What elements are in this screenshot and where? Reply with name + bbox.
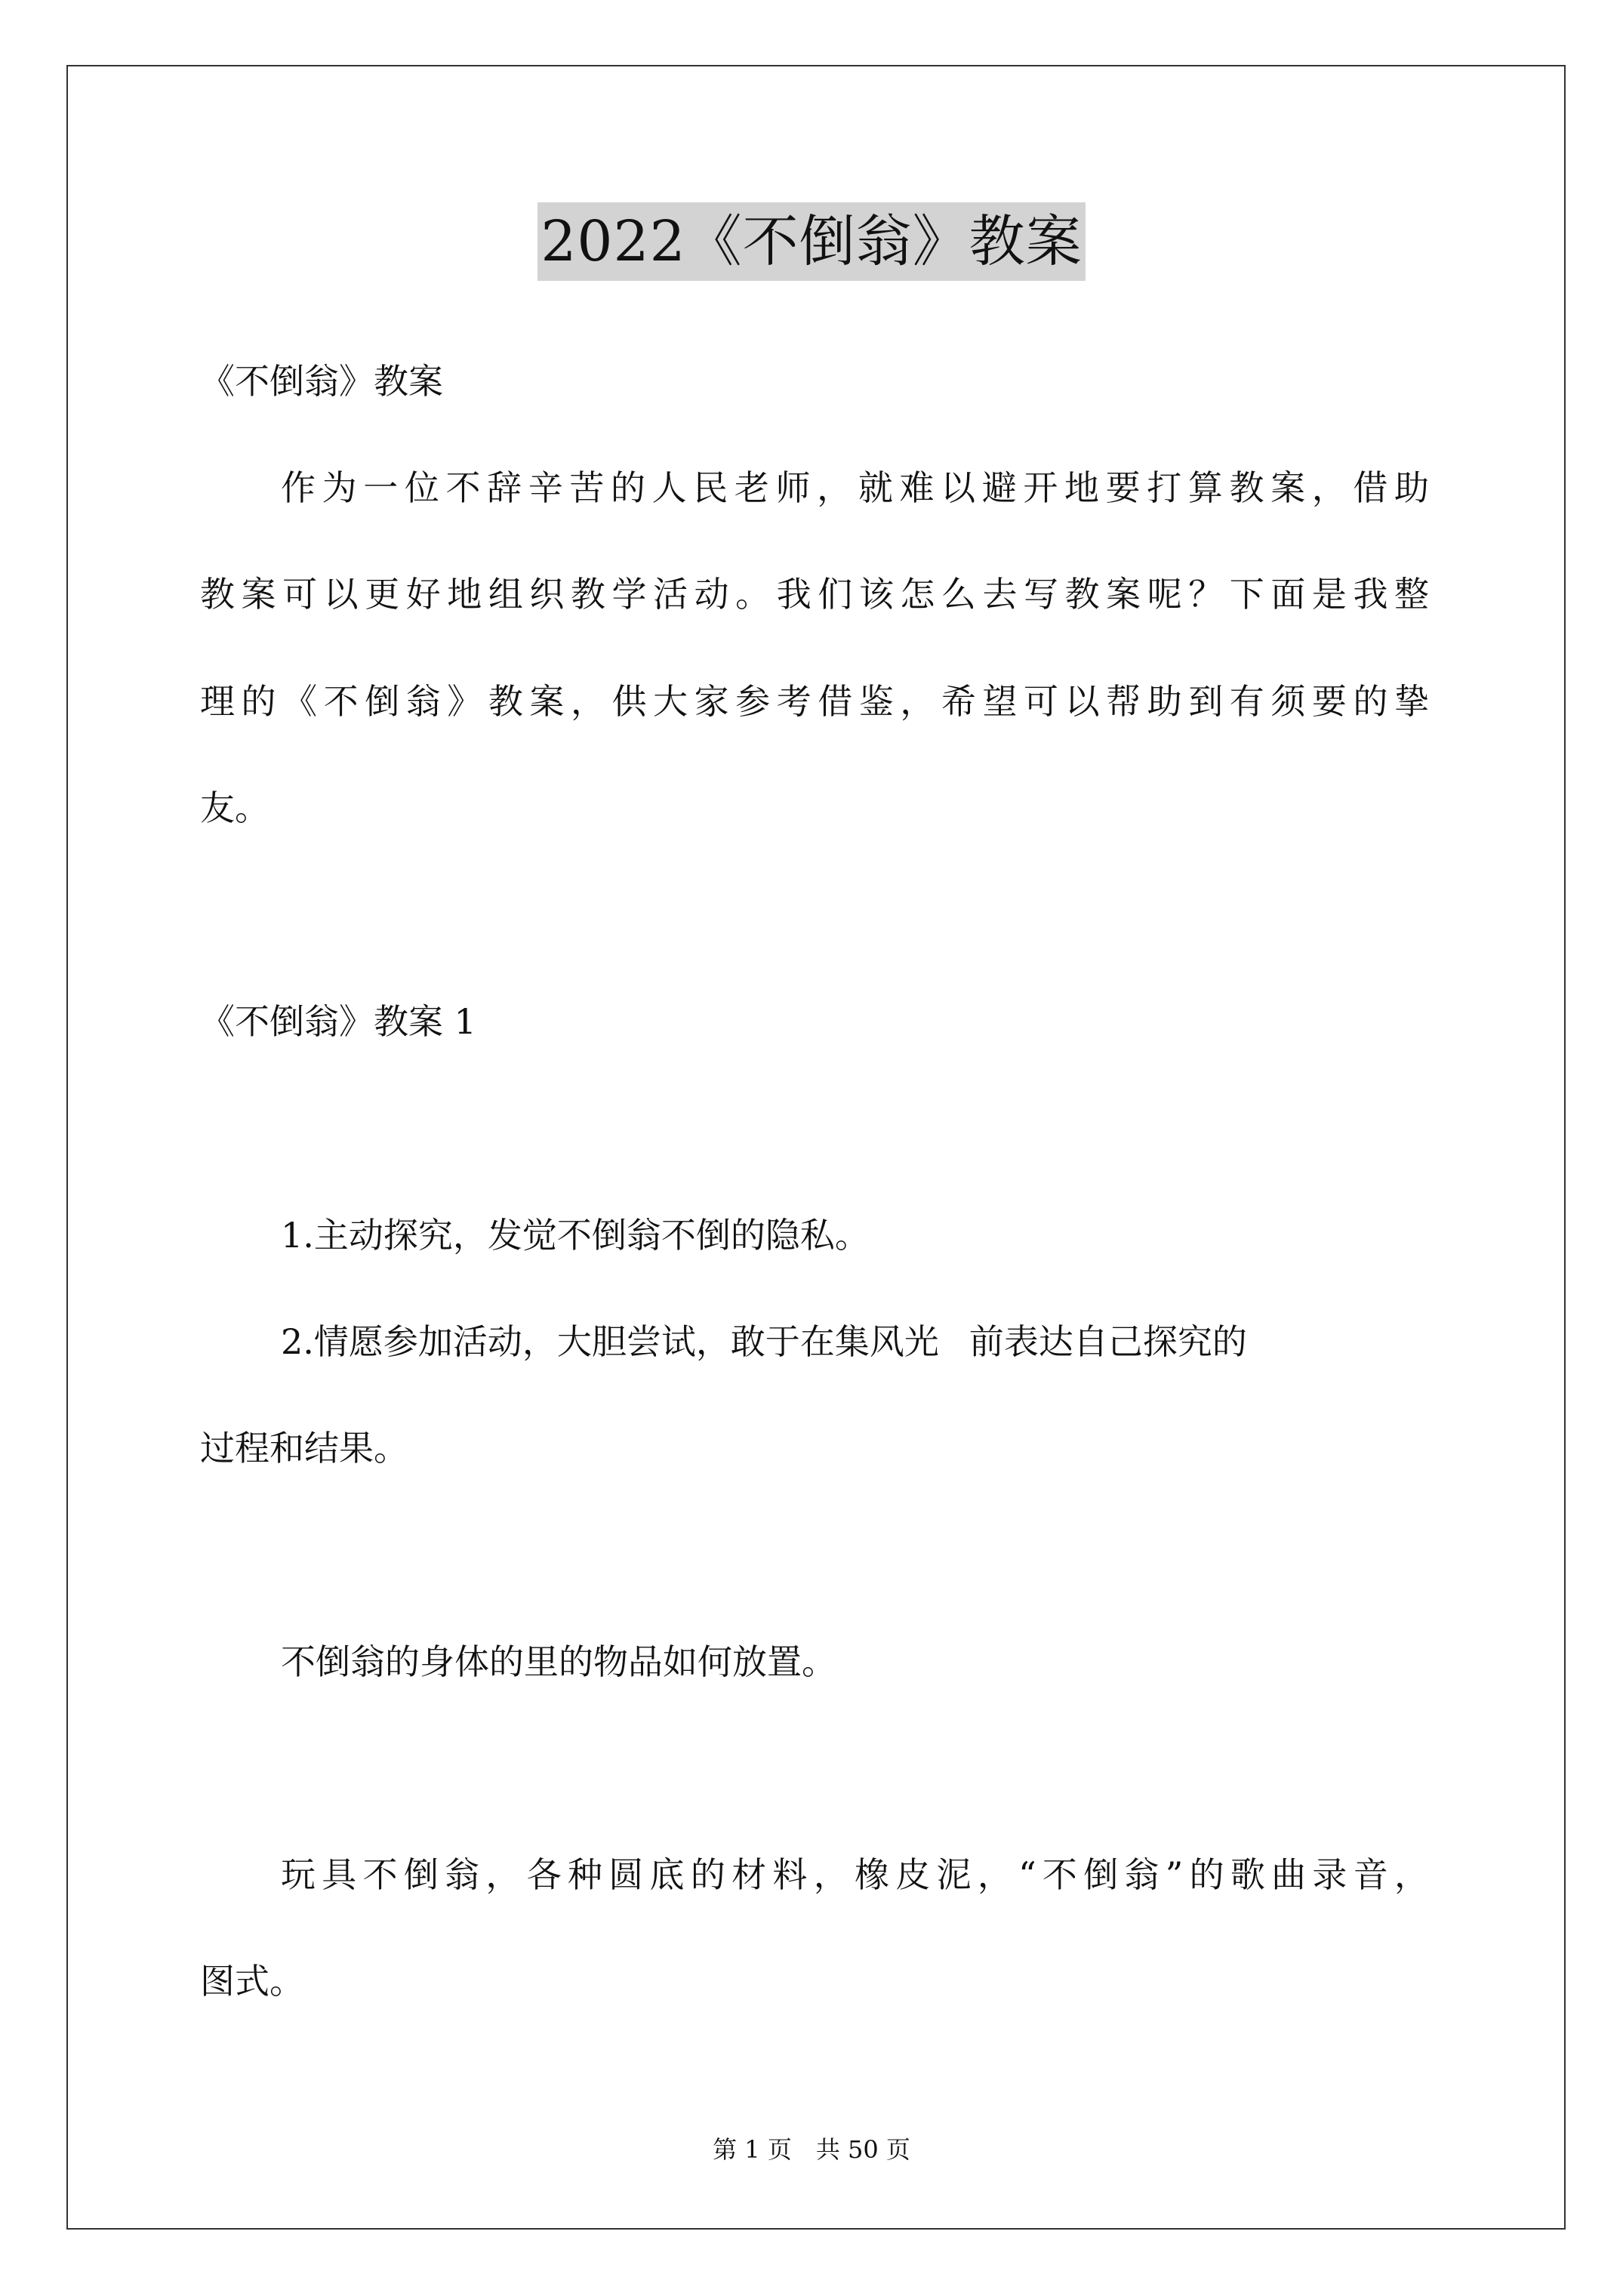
goal-2-part-2: 前表达自己探究的 (969, 1321, 1247, 1362)
section-heading: 《不倒翁》教案 1 (200, 1001, 476, 1042)
materials-line-2: 图式。 (200, 1961, 304, 2002)
goal-2-part-1: 2.情愿参加活动，大胆尝试，敢于在集风光 (281, 1321, 939, 1362)
document-title: 2022《不倒翁》教案 (537, 202, 1085, 281)
goal-1: 1.主动探究，发觉不倒翁不倒的隐私。 (281, 1215, 870, 1256)
goal-2-line-1 (281, 1319, 1247, 1364)
subtitle: 《不倒翁》教案 (200, 361, 443, 402)
title-wrap (0, 202, 1623, 281)
intro-line-3: 理的《不倒翁》教案，供大家参考借鉴，希望可以帮助到有须要的挚 (200, 681, 1429, 722)
intro-line-1: 作为一位不辞辛苦的人民老师，就难以避开地要打算教案，借助 (281, 467, 1429, 508)
key-point: 不倒翁的身体的里的物品如何放置。 (281, 1641, 836, 1682)
intro-line-2: 教案可以更好地组织教学活动。我们该怎么去写教案呢？下面是我整 (200, 574, 1429, 615)
page-footer: 第 1 页 共 50 页 (713, 2135, 910, 2164)
goal-2-line-2: 过程和结果。 (200, 1428, 408, 1469)
materials-line-1: 玩具不倒翁，各种圆底的材料，橡皮泥，“不倒翁”的歌曲录音， (281, 1854, 1429, 1895)
intro-line-4: 友。 (200, 787, 269, 828)
